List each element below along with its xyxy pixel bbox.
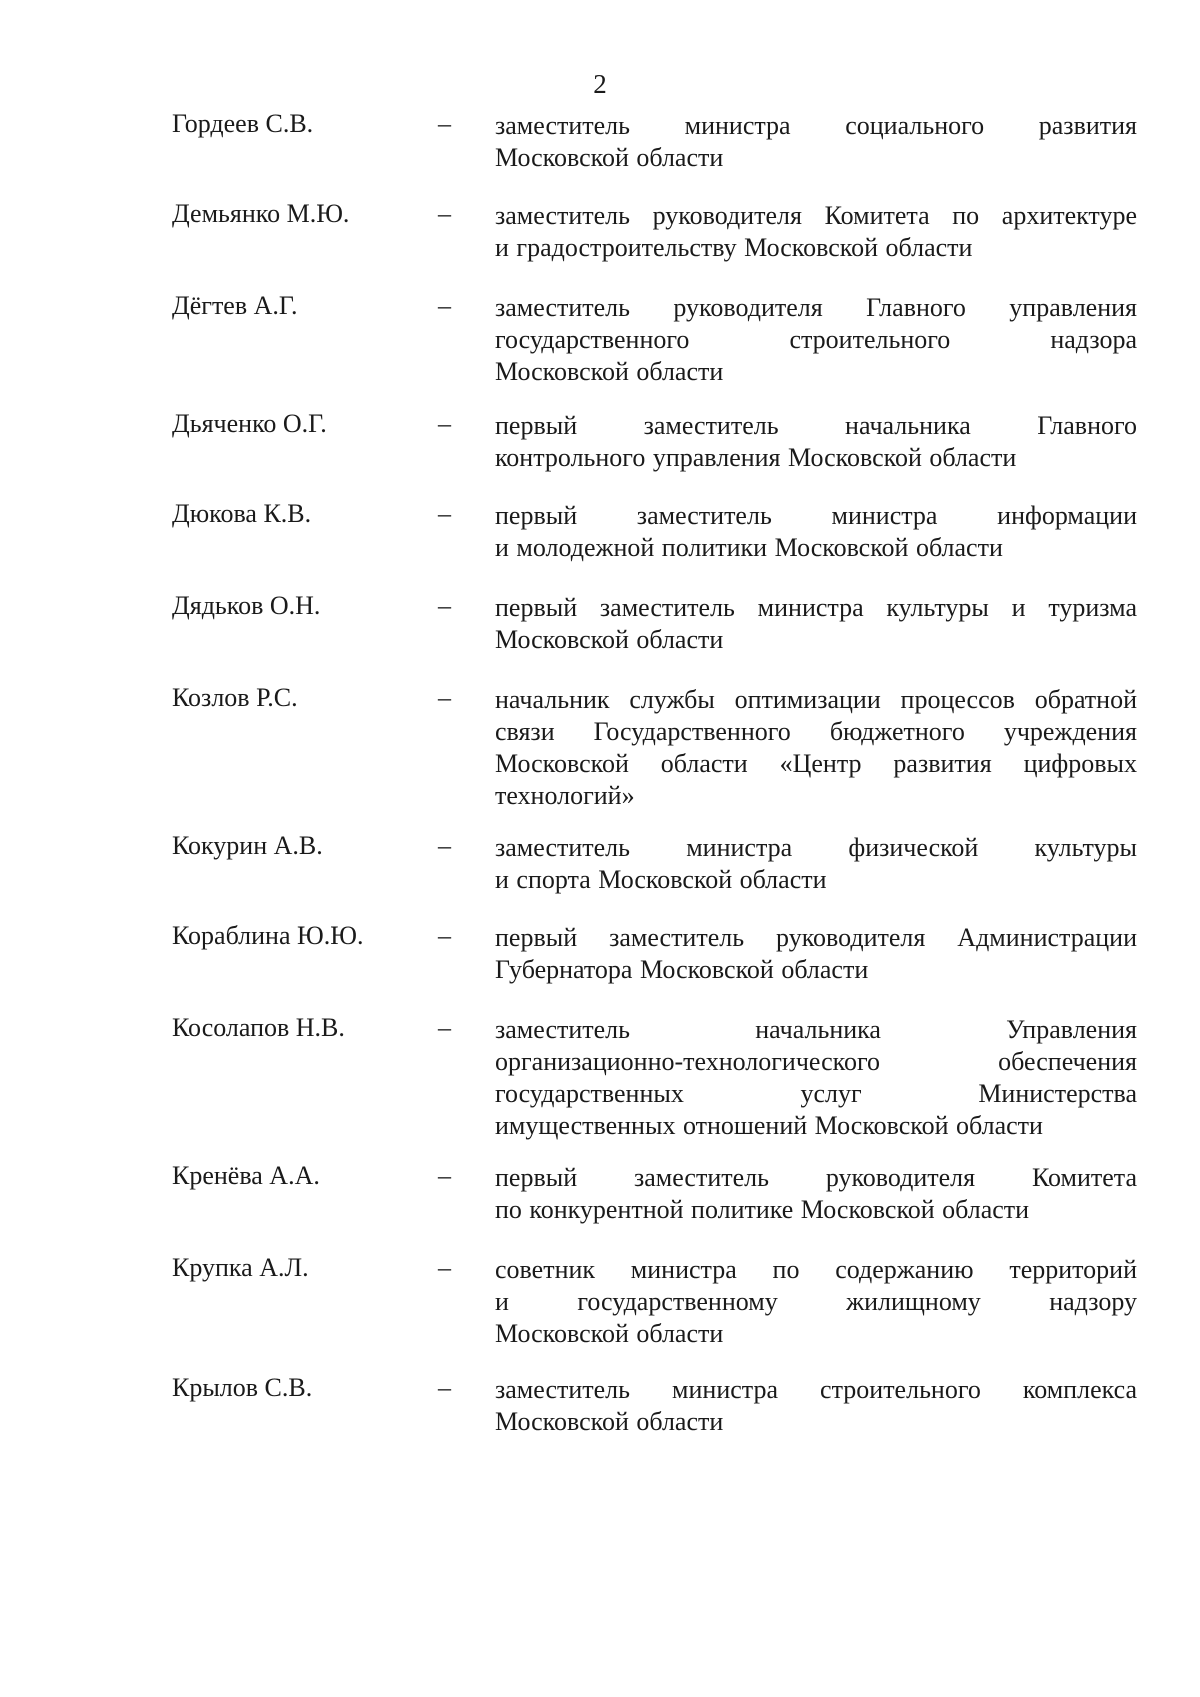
member-position: [495, 110, 1137, 174]
dash-separator: –: [438, 109, 451, 138]
position-line: Московской области «Центр развития цифровых: [495, 749, 1137, 778]
position-line: заместитель руководителя Главного управления: [495, 293, 1137, 322]
member-position: [495, 1014, 1137, 1142]
dash-separator: –: [438, 1373, 451, 1402]
member-position: [495, 1374, 1137, 1438]
dash-separator: –: [438, 409, 451, 438]
dash-separator: –: [438, 199, 451, 228]
member-name: Косолапов Н.В.: [172, 1013, 345, 1042]
position-line: первый заместитель министра культуры и туризма: [495, 593, 1137, 622]
position-line: и градостроительству Московской области: [495, 233, 973, 262]
dash-separator: –: [438, 1161, 451, 1190]
position-line: заместитель начальника Управления: [495, 1015, 1137, 1044]
member-name: Демьянко М.Ю.: [172, 199, 350, 228]
position-line: по конкурентной политике Московской области: [495, 1195, 1030, 1224]
dash-separator: –: [438, 1013, 451, 1042]
position-line: и молодежной политики Московской области: [495, 533, 1003, 562]
position-line: связи Государственного бюджетного учреждения: [495, 717, 1137, 746]
member-name: Кораблина Ю.Ю.: [172, 921, 364, 950]
member-name: Кренёва А.А.: [172, 1161, 320, 1190]
position-line: первый заместитель министра информации: [495, 501, 1137, 530]
position-line: Московской области: [495, 357, 724, 386]
member-position: [495, 684, 1137, 812]
member-position: [495, 410, 1137, 474]
position-line: организационно-технологического обеспечения: [495, 1047, 1137, 1076]
dash-separator: –: [438, 831, 451, 860]
position-line: заместитель руководителя Комитета по архитектуре: [495, 201, 1137, 230]
position-line: начальник службы оптимизации процессов обратной: [495, 685, 1137, 714]
member-name: Дьяченко О.Г.: [172, 409, 327, 438]
position-line: технологий»: [495, 781, 635, 810]
member-position: [495, 592, 1137, 656]
position-line: Московской области: [495, 143, 724, 172]
dash-separator: –: [438, 1253, 451, 1282]
position-line: Московской области: [495, 1407, 724, 1436]
member-position: [495, 292, 1137, 388]
member-name: Дядьков О.Н.: [172, 591, 321, 620]
position-line: и спорта Московской области: [495, 865, 827, 894]
dash-separator: –: [438, 683, 451, 712]
position-line: имущественных отношений Московской области: [495, 1111, 1043, 1140]
member-position: [495, 1162, 1137, 1226]
position-line: и государственному жилищному надзору: [495, 1287, 1137, 1316]
position-line: государственных услуг Министерства: [495, 1079, 1137, 1108]
position-line: первый заместитель начальника Главного: [495, 411, 1137, 440]
dash-separator: –: [438, 291, 451, 320]
position-line: советник министра по содержанию территорий: [495, 1255, 1137, 1284]
position-line: первый заместитель руководителя Комитета: [495, 1163, 1137, 1192]
position-line: заместитель министра социального развития: [495, 111, 1137, 140]
position-line: контрольного управления Московской области: [495, 443, 1017, 472]
member-position: [495, 832, 1137, 896]
member-name: Козлов Р.С.: [172, 683, 298, 712]
dash-separator: –: [438, 591, 451, 620]
position-line: заместитель министра строительного комплекса: [495, 1375, 1137, 1404]
dash-separator: –: [438, 499, 451, 528]
member-name: Крылов С.В.: [172, 1373, 313, 1402]
dash-separator: –: [438, 921, 451, 950]
member-position: [495, 200, 1137, 264]
member-position: [495, 1254, 1137, 1350]
member-name: Гордеев С.В.: [172, 109, 314, 138]
member-name: Крупка А.Л.: [172, 1253, 309, 1282]
position-line: первый заместитель руководителя Администрации: [495, 923, 1137, 952]
member-position: [495, 500, 1137, 564]
position-line: государственного строительного надзора: [495, 325, 1137, 354]
position-line: Московской области: [495, 1319, 724, 1348]
page-number: 2: [593, 69, 607, 99]
position-line: заместитель министра физической культуры: [495, 833, 1137, 862]
position-line: Губернатора Московской области: [495, 955, 869, 984]
member-name: Дюкова К.В.: [172, 499, 312, 528]
position-line: Московской области: [495, 625, 724, 654]
member-position: [495, 922, 1137, 986]
member-name: Дёгтев А.Г.: [172, 291, 298, 320]
member-name: Кокурин А.В.: [172, 831, 323, 860]
